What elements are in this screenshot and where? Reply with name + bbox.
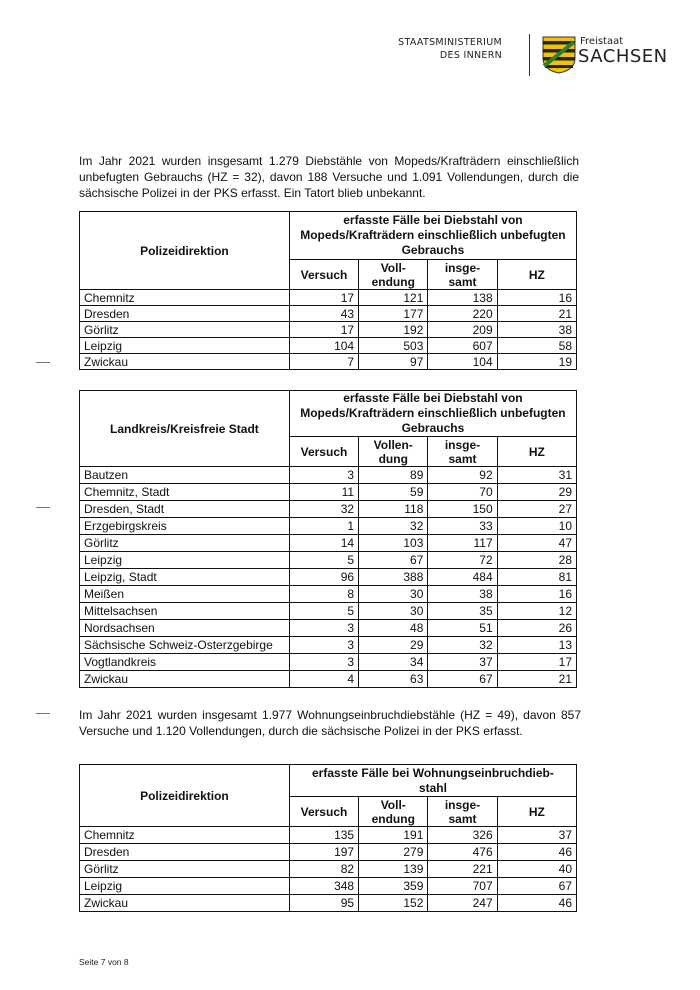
- intro-paragraph-wohnungseinbruch: Im Jahr 2021 wurden insgesamt 1.977 Wohnungseinbruchdiebstähle (HZ = 49), davon 857 Versuche und 1.120 Vollendungen, durch die sächsische Polizei in der PKS erfasst.: [79, 708, 581, 738]
- row-name-cell: Zwickau: [80, 895, 290, 912]
- table-row: [80, 518, 577, 535]
- hz-cell: 26: [497, 620, 576, 637]
- margin-mark: [36, 713, 50, 714]
- insgesamt-cell: 67: [428, 671, 497, 688]
- header-insgesamt: insge- samt: [428, 437, 497, 467]
- table-row: [80, 603, 577, 620]
- row-name-cell: Görlitz: [80, 322, 290, 338]
- header-hz: HZ: [497, 437, 576, 467]
- row-name-cell: Sächsische Schweiz-Osterzgebirge: [80, 637, 290, 654]
- margin-mark: [36, 507, 50, 508]
- header-vollendung: Voll- endung: [359, 260, 428, 290]
- insgesamt-cell: 484: [428, 569, 497, 586]
- vollendung-cell: 97: [359, 354, 428, 370]
- hz-cell: 16: [497, 586, 576, 603]
- hz-cell: 19: [497, 354, 576, 370]
- versuch-cell: 5: [289, 603, 358, 620]
- hz-cell: 31: [497, 467, 576, 484]
- table-row: [80, 484, 577, 501]
- versuch-cell: 82: [289, 861, 358, 878]
- versuch-cell: 1: [289, 518, 358, 535]
- ministry-line-1: STAATSMINISTERIUM: [398, 37, 502, 48]
- table-row: [80, 569, 577, 586]
- insgesamt-cell: 72: [428, 552, 497, 569]
- insgesamt-cell: 70: [428, 484, 497, 501]
- hz-cell: 27: [497, 501, 576, 518]
- table-row: [80, 895, 577, 912]
- row-name-cell: Nordsachsen: [80, 620, 290, 637]
- insgesamt-cell: 38: [428, 586, 497, 603]
- table-wohnungseinbruch-polizeidirektion: [79, 764, 577, 912]
- versuch-cell: 5: [289, 552, 358, 569]
- vollendung-cell: 89: [359, 467, 428, 484]
- vollendung-cell: 359: [359, 878, 428, 895]
- vollendung-cell: 30: [359, 603, 428, 620]
- hz-cell: 40: [497, 861, 576, 878]
- hz-cell: 38: [497, 322, 576, 338]
- table-row: [80, 338, 577, 354]
- insgesamt-cell: 51: [428, 620, 497, 637]
- insgesamt-cell: 247: [428, 895, 497, 912]
- vollendung-cell: 152: [359, 895, 428, 912]
- header-versuch: Versuch: [289, 260, 358, 290]
- insgesamt-cell: 220: [428, 306, 497, 322]
- table-row: [80, 586, 577, 603]
- row-name-cell: Leipzig: [80, 552, 290, 569]
- insgesamt-cell: 138: [428, 290, 497, 306]
- header-group: erfasste Fälle bei Diebstahl von Mopeds/Krafträdern einschließlich unbefugten Gebrauchs: [289, 391, 576, 437]
- state-label-large: SACHSEN: [578, 46, 668, 67]
- table-row: [80, 306, 577, 322]
- insgesamt-cell: 150: [428, 501, 497, 518]
- row-name-cell: Chemnitz: [80, 290, 290, 306]
- row-name-cell: Bautzen: [80, 467, 290, 484]
- versuch-cell: 14: [289, 535, 358, 552]
- table-row: [80, 552, 577, 569]
- header-region: Landkreis/Kreisfreie Stadt: [80, 391, 290, 467]
- insgesamt-cell: 37: [428, 654, 497, 671]
- header-insgesamt: insge- samt: [428, 797, 497, 827]
- vollendung-cell: 118: [359, 501, 428, 518]
- hz-cell: 21: [497, 306, 576, 322]
- hz-cell: 37: [497, 827, 576, 844]
- vollendung-cell: 63: [359, 671, 428, 688]
- vollendung-cell: 279: [359, 844, 428, 861]
- table-row: [80, 354, 577, 370]
- vollendung-cell: 48: [359, 620, 428, 637]
- vollendung-cell: 67: [359, 552, 428, 569]
- row-name-cell: Chemnitz, Stadt: [80, 484, 290, 501]
- row-name-cell: Leipzig: [80, 878, 290, 895]
- insgesamt-cell: 476: [428, 844, 497, 861]
- versuch-cell: 4: [289, 671, 358, 688]
- table-row: [80, 861, 577, 878]
- versuch-cell: 7: [289, 354, 358, 370]
- table-row: [80, 844, 577, 861]
- hz-cell: 46: [497, 895, 576, 912]
- row-name-cell: Vogtlandkreis: [80, 654, 290, 671]
- versuch-cell: 17: [289, 322, 358, 338]
- header-group: erfasste Fälle bei Diebstahl von Mopeds/Krafträdern einschließlich unbefugten Gebrauchs: [289, 212, 576, 260]
- table-row: [80, 467, 577, 484]
- versuch-cell: 348: [289, 878, 358, 895]
- insgesamt-cell: 92: [428, 467, 497, 484]
- vollendung-cell: 139: [359, 861, 428, 878]
- insgesamt-cell: 326: [428, 827, 497, 844]
- header-versuch: Versuch: [289, 437, 358, 467]
- row-name-cell: Dresden: [80, 844, 290, 861]
- vollendung-cell: 103: [359, 535, 428, 552]
- insgesamt-cell: 117: [428, 535, 497, 552]
- row-name-cell: Erzgebirgskreis: [80, 518, 290, 535]
- vollendung-cell: 34: [359, 654, 428, 671]
- row-name-cell: Dresden: [80, 306, 290, 322]
- versuch-cell: 135: [289, 827, 358, 844]
- row-name-cell: Chemnitz: [80, 827, 290, 844]
- versuch-cell: 3: [289, 620, 358, 637]
- insgesamt-cell: 607: [428, 338, 497, 354]
- row-name-cell: Zwickau: [80, 671, 290, 688]
- versuch-cell: 96: [289, 569, 358, 586]
- row-name-cell: Meißen: [80, 586, 290, 603]
- insgesamt-cell: 33: [428, 518, 497, 535]
- insgesamt-cell: 707: [428, 878, 497, 895]
- header-vollendung: Vollen- dung: [359, 437, 428, 467]
- hz-cell: 81: [497, 569, 576, 586]
- hz-cell: 13: [497, 637, 576, 654]
- row-name-cell: Leipzig, Stadt: [80, 569, 290, 586]
- vollendung-cell: 29: [359, 637, 428, 654]
- ministry-name: [390, 36, 502, 62]
- header-group: erfasste Fälle bei Wohnungseinbruchdieb- stahl: [289, 765, 576, 797]
- versuch-cell: 17: [289, 290, 358, 306]
- intro-paragraph-mopeds: Im Jahr 2021 wurden insgesamt 1.279 Diebstähle von Mopeds/Krafträdern einschließlich unbefugten Gebrauchs (HZ = 32), davon 188 Versuche und 1.091 Vollendungen, durch die sächsische Polizei in der PKS erfasst. Ein Tatort blieb unbekannt.: [79, 154, 579, 200]
- header-versuch: Versuch: [289, 797, 358, 827]
- versuch-cell: 104: [289, 338, 358, 354]
- table-row: [80, 827, 577, 844]
- hz-cell: 28: [497, 552, 576, 569]
- insgesamt-cell: 221: [428, 861, 497, 878]
- insgesamt-cell: 104: [428, 354, 497, 370]
- insgesamt-cell: 209: [428, 322, 497, 338]
- state-label-small: Freistaat: [580, 36, 624, 47]
- hz-cell: 16: [497, 290, 576, 306]
- page-number: Seite 7 von 8: [79, 957, 129, 967]
- vollendung-cell: 30: [359, 586, 428, 603]
- row-name-cell: Zwickau: [80, 354, 290, 370]
- ministry-line-2: DES INNERN: [439, 50, 502, 61]
- versuch-cell: 3: [289, 637, 358, 654]
- vollendung-cell: 192: [359, 322, 428, 338]
- table-row: [80, 671, 577, 688]
- vollendung-cell: 191: [359, 827, 428, 844]
- row-name-cell: Görlitz: [80, 535, 290, 552]
- header-divider: [529, 34, 530, 76]
- header-hz: HZ: [497, 797, 576, 827]
- hz-cell: 67: [497, 878, 576, 895]
- versuch-cell: 11: [289, 484, 358, 501]
- hz-cell: 21: [497, 671, 576, 688]
- versuch-cell: 43: [289, 306, 358, 322]
- hz-cell: 47: [497, 535, 576, 552]
- header-insgesamt: insge- samt: [428, 260, 497, 290]
- table-mopeds-landkreis: [79, 390, 577, 688]
- hz-cell: 17: [497, 654, 576, 671]
- vollendung-cell: 59: [359, 484, 428, 501]
- coat-of-arms-icon: [542, 36, 576, 74]
- table-row: [80, 322, 577, 338]
- versuch-cell: 8: [289, 586, 358, 603]
- table-row: [80, 535, 577, 552]
- vollendung-cell: 503: [359, 338, 428, 354]
- table-row: [80, 620, 577, 637]
- hz-cell: 12: [497, 603, 576, 620]
- hz-cell: 29: [497, 484, 576, 501]
- row-name-cell: Görlitz: [80, 861, 290, 878]
- versuch-cell: 197: [289, 844, 358, 861]
- table-row: [80, 637, 577, 654]
- insgesamt-cell: 32: [428, 637, 497, 654]
- hz-cell: 46: [497, 844, 576, 861]
- vollendung-cell: 121: [359, 290, 428, 306]
- header-region: Polizeidirektion: [80, 765, 290, 827]
- vollendung-cell: 388: [359, 569, 428, 586]
- row-name-cell: Dresden, Stadt: [80, 501, 290, 518]
- vollendung-cell: 32: [359, 518, 428, 535]
- versuch-cell: 95: [289, 895, 358, 912]
- table-row: [80, 501, 577, 518]
- versuch-cell: 3: [289, 654, 358, 671]
- row-name-cell: Mittelsachsen: [80, 603, 290, 620]
- row-name-cell: Leipzig: [80, 338, 290, 354]
- header-hz: HZ: [497, 260, 576, 290]
- versuch-cell: 32: [289, 501, 358, 518]
- margin-mark: [36, 362, 50, 363]
- table-row: [80, 878, 577, 895]
- table-mopeds-polizeidirektion: [79, 211, 577, 370]
- hz-cell: 10: [497, 518, 576, 535]
- header-vollendung: Voll- endung: [359, 797, 428, 827]
- header-region: Polizeidirektion: [80, 212, 290, 290]
- table-row: [80, 290, 577, 306]
- vollendung-cell: 177: [359, 306, 428, 322]
- insgesamt-cell: 35: [428, 603, 497, 620]
- hz-cell: 58: [497, 338, 576, 354]
- table-row: [80, 654, 577, 671]
- versuch-cell: 3: [289, 467, 358, 484]
